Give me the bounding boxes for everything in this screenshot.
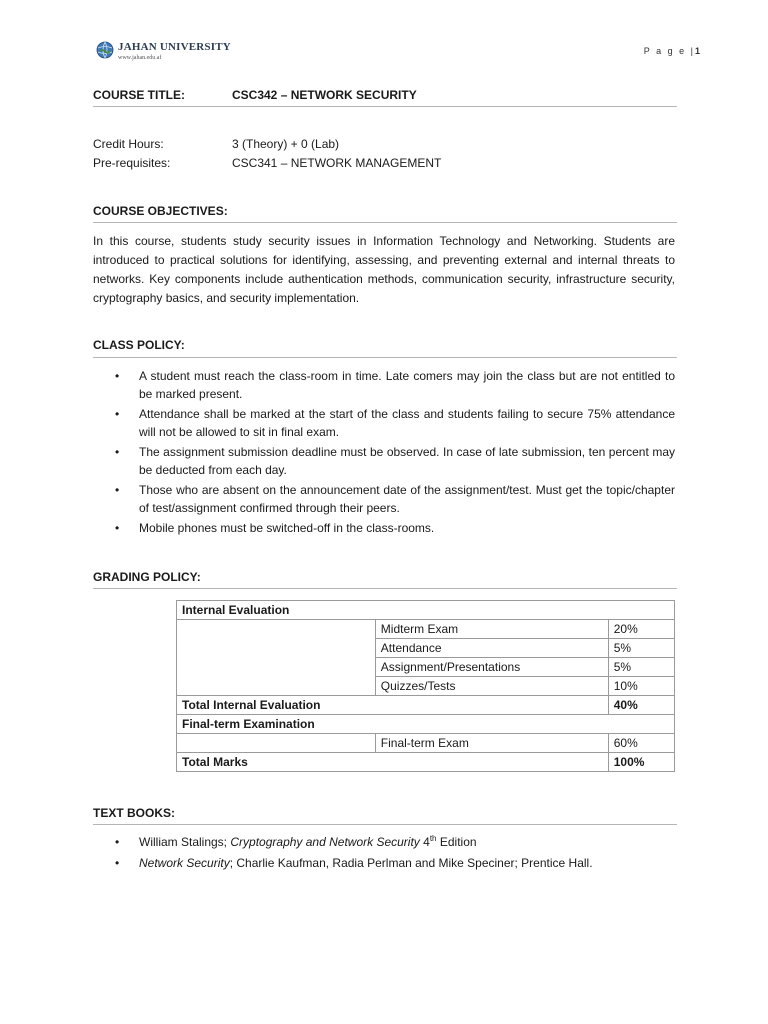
grading-table (176, 600, 675, 772)
table-row (177, 601, 675, 620)
divider (93, 357, 677, 358)
grade-item: Quizzes/Tests (375, 677, 608, 696)
total-marks-label: Total Marks (177, 753, 609, 772)
table-cell-empty (177, 620, 376, 696)
list-item (93, 853, 675, 874)
course-title-value: CSC342 – NETWORK SECURITY (232, 88, 417, 102)
table-row (177, 696, 675, 715)
book-title: Cryptography and Network Security (230, 835, 420, 849)
grade-value: 5% (608, 639, 674, 658)
list-item (93, 519, 675, 537)
course-title-label: COURSE TITLE: (93, 88, 185, 102)
prerequisites-value: CSC341 – NETWORK MANAGEMENT (232, 156, 442, 170)
table-row (177, 734, 675, 753)
table-row (177, 715, 675, 734)
logo-url: www.jahan.edu.af (118, 55, 162, 61)
page-number: 1 (694, 46, 700, 56)
list-item (93, 481, 675, 517)
divider (93, 824, 677, 825)
page-separator: | (690, 46, 695, 56)
book-edition-word: Edition (439, 835, 477, 849)
grade-value: 5% (608, 658, 674, 677)
prerequisites-label: Pre-requisites: (93, 156, 171, 170)
grade-item: Attendance (375, 639, 608, 658)
policy-text: Mobile phones must be switched-off in the class-rooms. (139, 521, 435, 535)
policy-text: A student must reach the class-room in time. Late comers may join the class but are not entitled to be marked present. (139, 369, 675, 401)
grade-item: Final-term Exam (375, 734, 608, 753)
list-item (93, 405, 675, 441)
bullet: • (115, 521, 120, 535)
page-number-label (644, 46, 700, 56)
credit-hours-label: Credit Hours: (93, 137, 164, 151)
book-edition-number: 4 (423, 835, 430, 849)
bullet: • (115, 856, 120, 870)
list-item (93, 832, 675, 853)
list-item (93, 443, 675, 479)
total-internal-value: 40% (608, 696, 674, 715)
grading-policy-heading: GRADING POLICY: (93, 570, 201, 584)
globe-icon (96, 41, 114, 59)
policy-text: Attendance shall be marked at the start of the class and students failing to secure 75% attendance will not be allowed to sit in final exam. (139, 407, 675, 439)
text-books-list (93, 832, 675, 874)
objectives-text: In this course, students study security issues in Information Technology and Networking. Students are introduced to practical solutions for identifying, assessing, and preventing external and internal threats to networks. Key components include authentication methods, communication security, infrastructure security, cryptography basics, and security implementation. (93, 234, 675, 305)
divider (93, 106, 677, 107)
logo-name: JAHAN UNIVERSITY (118, 41, 231, 53)
divider (93, 588, 677, 589)
table-cell-empty (177, 734, 376, 753)
class-policy-heading: CLASS POLICY: (93, 338, 185, 352)
table-row (177, 753, 675, 772)
book-edition-suffix: th (429, 834, 437, 843)
grade-value: 60% (608, 734, 674, 753)
class-policy-list (93, 367, 675, 539)
policy-text: Those who are absent on the announcement date of the assignment/test. Must get the topic/chapter of test/assignment confirmed through their peers. (139, 483, 675, 515)
text-books-heading: TEXT BOOKS: (93, 806, 176, 820)
final-term-label: Final-term Examination (177, 715, 675, 734)
policy-text: The assignment submission deadline must be observed. In case of late submission, ten percent may be deducted from each day. (139, 445, 675, 477)
grade-item: Midterm Exam (375, 620, 608, 639)
total-marks-value: 100% (608, 753, 674, 772)
bullet: • (115, 445, 120, 459)
grade-value: 10% (608, 677, 674, 696)
book-author: William Stalings; (139, 835, 228, 849)
bullet: • (115, 369, 120, 383)
university-logo (96, 40, 231, 66)
table-row (177, 620, 675, 639)
total-internal-label: Total Internal Evaluation (177, 696, 609, 715)
book-details: ; Charlie Kaufman, Radia Perlman and Mike Speciner; Prentice Hall. (229, 856, 593, 870)
list-item (93, 367, 675, 403)
divider (93, 222, 677, 223)
bullet: • (115, 483, 120, 497)
grade-value: 20% (608, 620, 674, 639)
bullet: • (115, 407, 120, 421)
page-label: P a g e (643, 46, 687, 56)
grade-item: Assignment/Presentations (375, 658, 608, 677)
book-title: Network Security (139, 856, 230, 870)
bullet: • (115, 835, 120, 849)
objectives-heading: COURSE OBJECTIVES: (93, 204, 228, 218)
internal-evaluation-label: Internal Evaluation (177, 601, 675, 620)
credit-hours-value: 3 (Theory) + 0 (Lab) (232, 137, 340, 151)
